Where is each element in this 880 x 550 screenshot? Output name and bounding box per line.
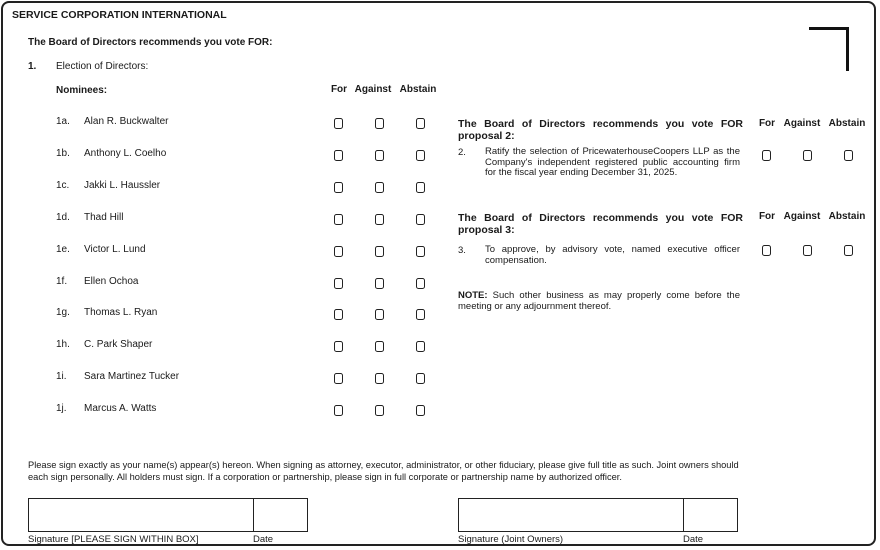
proposal2-text: Ratify the selection of PricewaterhouseCoopers LLP as the Company's independent registered public accounting firm for the fiscal year ending December 31, 2025. [485,146,740,178]
signature-label: Signature [PLEASE SIGN WITHIN BOX] [28,534,199,545]
nominee-victor-l-lund-for-checkbox[interactable] [334,246,343,257]
nominee-anthony-l-coelho-against-checkbox[interactable] [375,150,384,161]
nominee-thad-hill-for-checkbox[interactable] [334,214,343,225]
nominee-id: 1a. [56,116,70,127]
nominee-id: 1e. [56,244,70,255]
signing-instructions: Please sign exactly as your name(s) appear(s) hereon. When signing as attorney, executor, administrator, or other fiduciary, please give full title as such. Joint owners should each sign personally. All holders must sign. If a corporation or partnership, please sign in full corporate or partnership name by authorized officer. [28,460,739,482]
date-label: Date [253,534,274,545]
nominee-ellen-ochoa-for-checkbox[interactable] [334,278,343,289]
note-block [458,291,740,312]
nominees-label: Nominees: [56,85,108,96]
nominee-c-park-shaper-for-checkbox[interactable] [334,341,343,352]
nominee-name: Victor L. Lund [84,244,146,255]
p2-col-header-abstain: Abstain [828,118,866,129]
joint-date-label: Date [683,534,704,545]
col-header-abstain: Abstain [399,84,437,95]
proposal2-abstain-checkbox[interactable] [844,150,853,161]
nominee-anthony-l-coelho-for-checkbox[interactable] [334,150,343,161]
proposal1-number: 1. [28,61,37,72]
nominee-id: 1h. [56,339,70,350]
nominee-marcus-a-watts-abstain-checkbox[interactable] [416,405,425,416]
proposal3-number: 3. [458,245,466,256]
nominee-jakki-l-haussler-abstain-checkbox[interactable] [416,182,425,193]
p3-col-header-abstain: Abstain [828,211,866,222]
nominee-ellen-ochoa-against-checkbox[interactable] [375,278,384,289]
proposal2-number: 2. [458,147,466,158]
proposal3-recommendation: The Board of Directors recommends you vote FOR proposal 3: [458,212,743,236]
nominee-alan-r-buckwalter-against-checkbox[interactable] [375,118,384,129]
nominee-id: 1f. [56,276,68,287]
nominee-sara-martinez-tucker-abstain-checkbox[interactable] [416,373,425,384]
proposal1-title: Election of Directors: [56,61,149,72]
nominee-name: Ellen Ochoa [84,276,139,287]
nominee-victor-l-lund-against-checkbox[interactable] [375,246,384,257]
nominee-sara-martinez-tucker-for-checkbox[interactable] [334,373,343,384]
proposal2-for-checkbox[interactable] [762,150,771,161]
nominee-name: Sara Martinez Tucker [84,371,180,382]
nominee-jakki-l-haussler-against-checkbox[interactable] [375,182,384,193]
nominee-thad-hill-against-checkbox[interactable] [375,214,384,225]
nominee-id: 1d. [56,212,70,223]
nominee-c-park-shaper-against-checkbox[interactable] [375,341,384,352]
proposal1-recommendation: The Board of Directors recommends you vote FOR: [28,37,273,48]
p3-col-header-for: For [758,211,776,222]
note-text: Such other business as may properly come before the meeting or any adjournment thereof. [458,290,740,312]
proposal2-against-checkbox[interactable] [803,150,812,161]
col-header-for: For [330,84,348,95]
proposal3-against-checkbox[interactable] [803,245,812,256]
nominee-alan-r-buckwalter-abstain-checkbox[interactable] [416,118,425,129]
nominee-id: 1b. [56,148,70,159]
col-header-against: Against [354,84,392,95]
p3-col-header-against: Against [783,211,821,222]
proxy-card [1,1,876,546]
nominee-name: Thad Hill [84,212,124,223]
nominee-name: Marcus A. Watts [84,403,157,414]
nominee-id: 1j. [56,403,67,414]
nominee-jakki-l-haussler-for-checkbox[interactable] [334,182,343,193]
nominee-anthony-l-coelho-abstain-checkbox[interactable] [416,150,425,161]
nominee-id: 1i. [56,371,67,382]
company-name: SERVICE CORPORATION INTERNATIONAL [12,9,227,21]
nominee-id: 1g. [56,307,70,318]
nominee-name: Jakki L. Haussler [84,180,161,191]
signature-box[interactable] [28,498,308,532]
proposal2-recommendation: The Board of Directors recommends you vote FOR proposal 2: [458,118,743,142]
note-label: NOTE: [458,290,488,301]
proposal3-text: To approve, by advisory vote, named executive officer compensation. [485,244,740,266]
proposal3-abstain-checkbox[interactable] [844,245,853,256]
nominee-name: Thomas L. Ryan [84,307,158,318]
nominee-marcus-a-watts-for-checkbox[interactable] [334,405,343,416]
nominee-thomas-l-ryan-against-checkbox[interactable] [375,309,384,320]
nominee-thomas-l-ryan-abstain-checkbox[interactable] [416,309,425,320]
signature-date-divider [253,499,254,531]
p2-col-header-against: Against [783,118,821,129]
nominee-thad-hill-abstain-checkbox[interactable] [416,214,425,225]
nominee-name: Alan R. Buckwalter [84,116,169,127]
nominee-name: Anthony L. Coelho [84,148,167,159]
joint-signature-date-divider [683,499,684,531]
joint-signature-label: Signature (Joint Owners) [458,534,564,545]
nominee-marcus-a-watts-against-checkbox[interactable] [375,405,384,416]
nominee-alan-r-buckwalter-for-checkbox[interactable] [334,118,343,129]
proposal3-for-checkbox[interactable] [762,245,771,256]
nominee-victor-l-lund-abstain-checkbox[interactable] [416,246,425,257]
p2-col-header-for: For [758,118,776,129]
nominee-thomas-l-ryan-for-checkbox[interactable] [334,309,343,320]
nominee-name: C. Park Shaper [84,339,153,350]
nominee-id: 1c. [56,180,70,191]
nominee-c-park-shaper-abstain-checkbox[interactable] [416,341,425,352]
nominee-ellen-ochoa-abstain-checkbox[interactable] [416,278,425,289]
corner-mark [809,27,849,71]
joint-signature-box[interactable] [458,498,738,532]
nominee-sara-martinez-tucker-against-checkbox[interactable] [375,373,384,384]
